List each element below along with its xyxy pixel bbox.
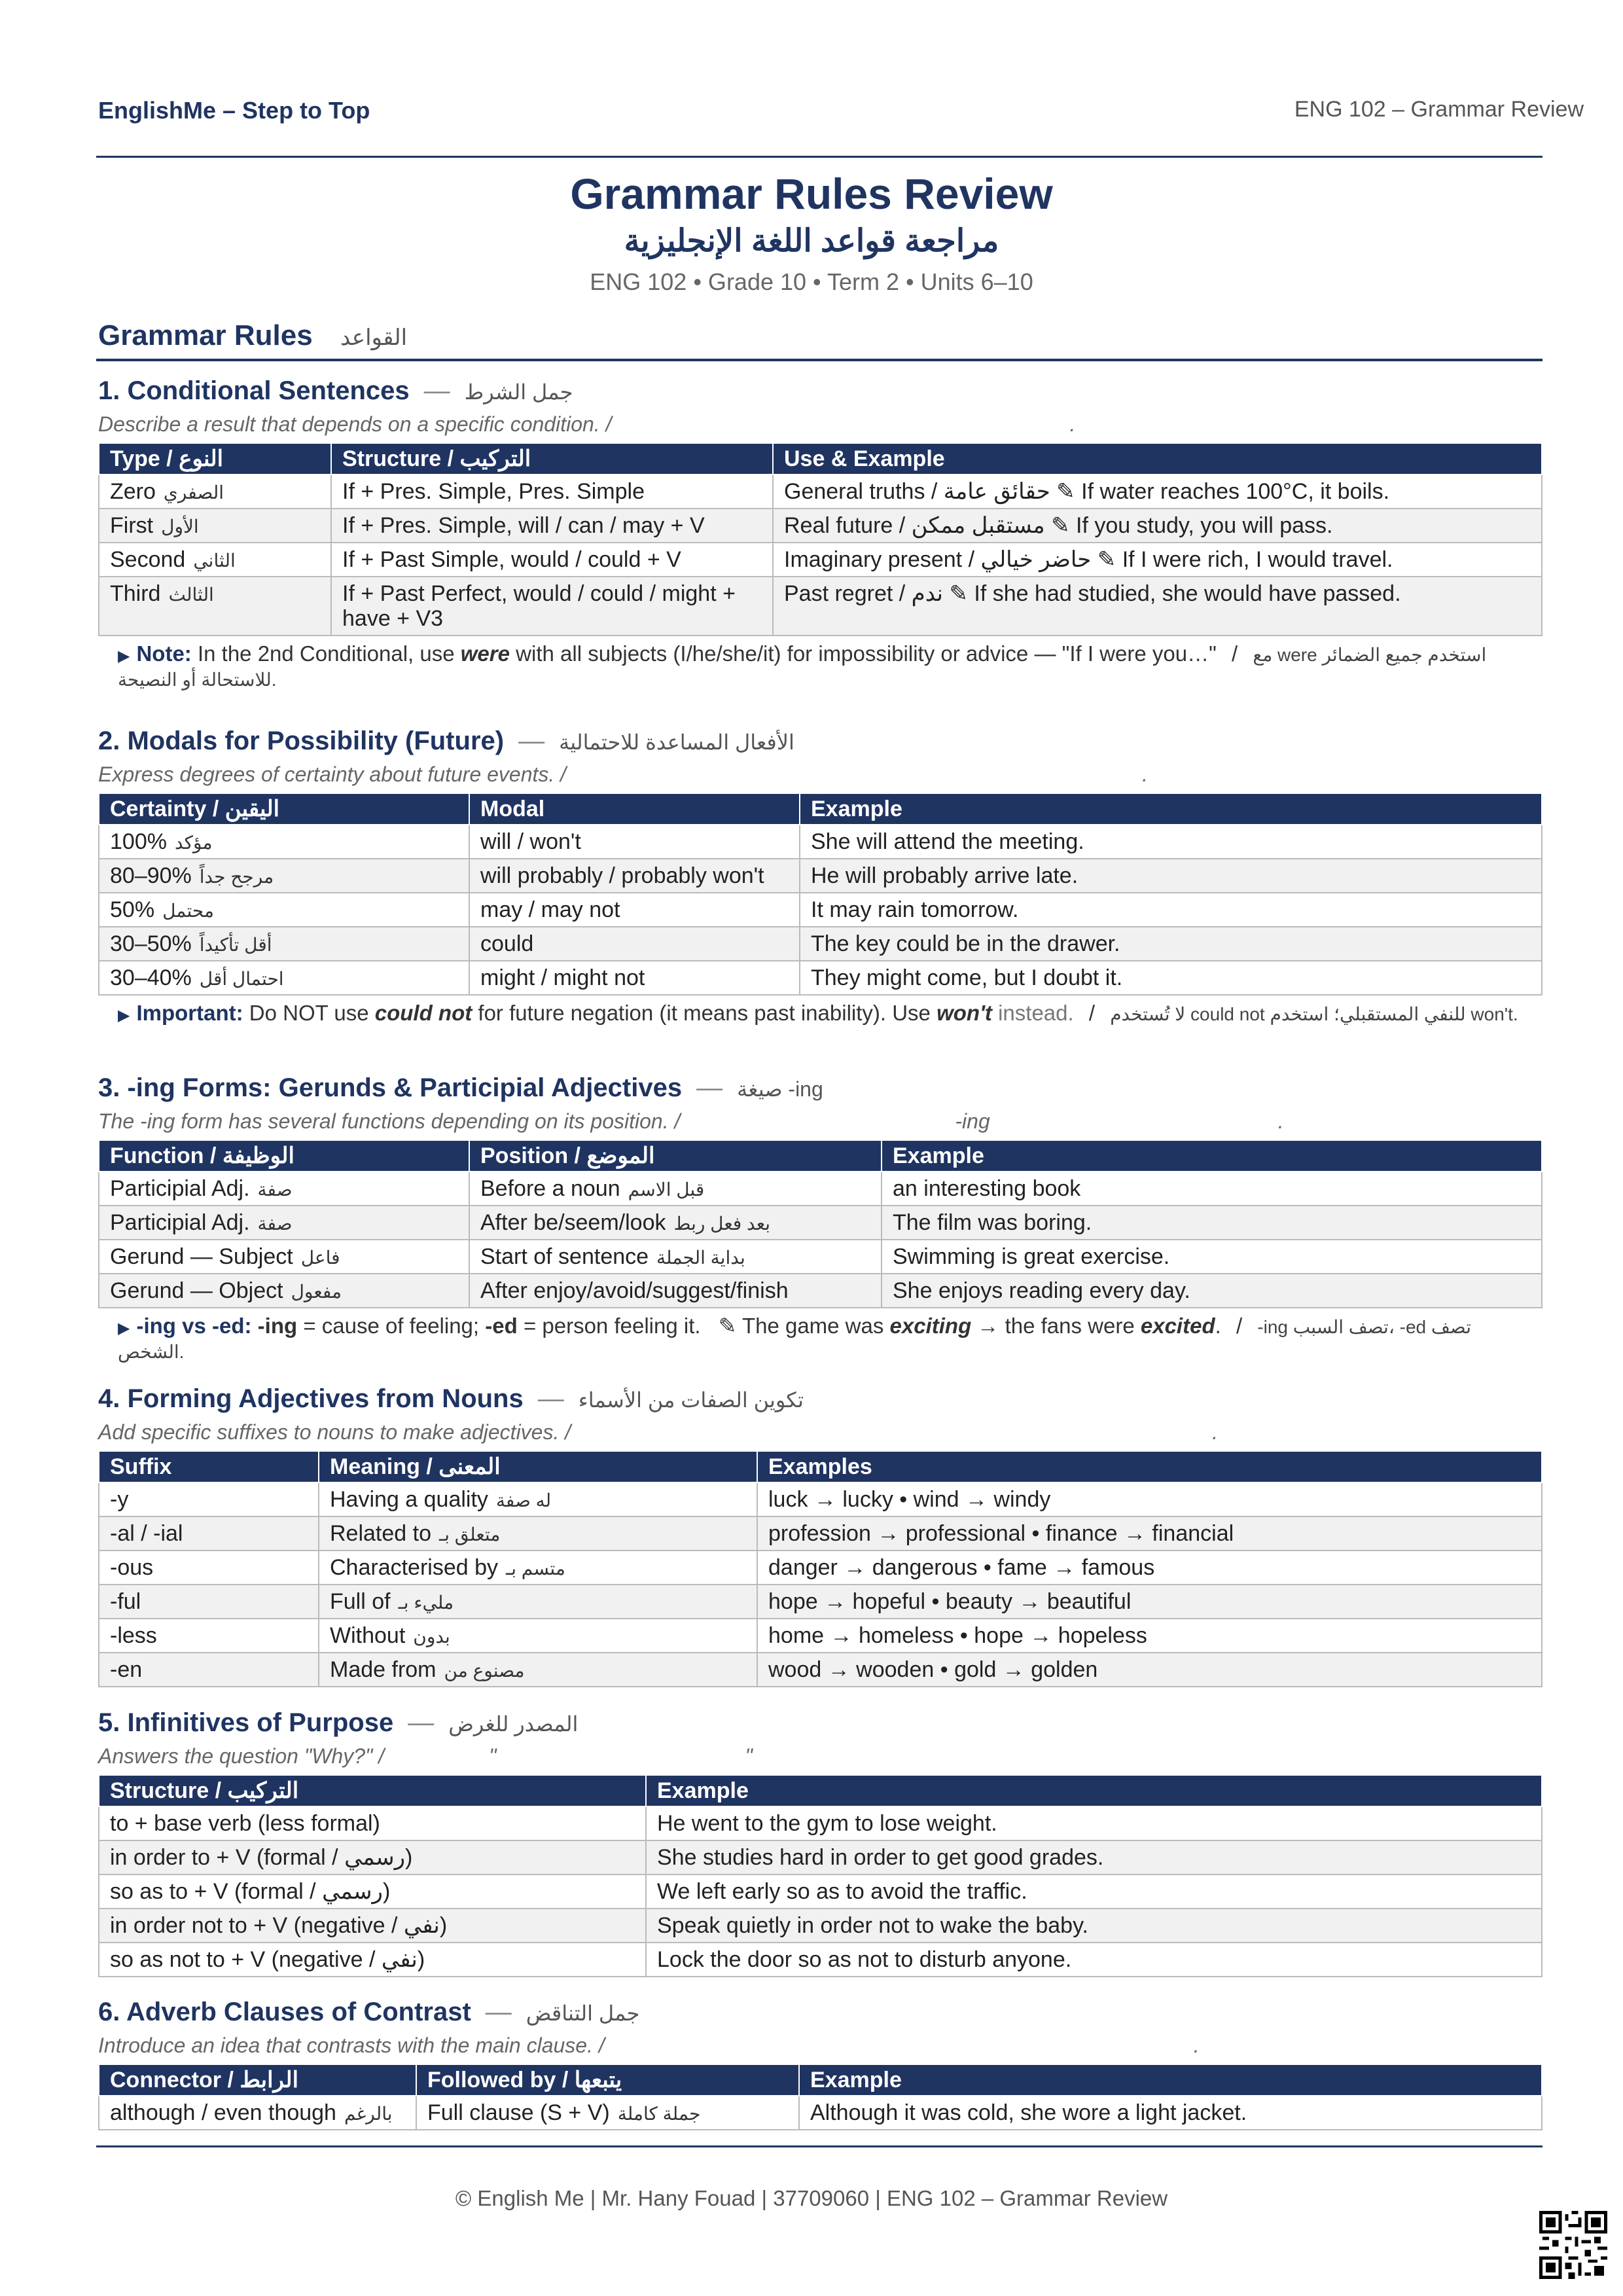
- position-ar: بعد فعل ربط: [673, 1213, 771, 1234]
- section-number: 3.: [98, 1073, 120, 1102]
- section-title: 1. Conditional Sentences — جمل الشرط: [98, 376, 573, 405]
- position-cell: [469, 1206, 882, 1240]
- section-title: 2. Modals for Possibility (Future) — الأفعال المساعدة للاحتمالية: [98, 726, 794, 755]
- meaning-text: Without: [330, 1623, 406, 1649]
- triangle-bullet-icon: ▶: [118, 1007, 130, 1025]
- col-header: Example: [882, 1140, 1542, 1172]
- footer-text: © English Me | Mr. Hany Fouad | 37709060 | ENG 102 – Grammar Review: [455, 2186, 1168, 2210]
- use-text: General truths / حقائق عامة: [784, 479, 1050, 504]
- type-name-ar: الصفري: [163, 482, 224, 503]
- section-number: 2.: [98, 726, 120, 755]
- certainty-value: 30–50%: [110, 931, 192, 957]
- section-title-ar: تكوين الصفات من الأسماء: [578, 1388, 804, 1412]
- table-row: [99, 1874, 1542, 1909]
- note-emphasis: excited: [1140, 1314, 1215, 1338]
- type-name: Third: [110, 581, 161, 607]
- structure-cell: in order to + V (formal / رسمي): [99, 1840, 646, 1874]
- col-header: Use & Example: [773, 443, 1542, 475]
- section-title-en: Infinitives of Purpose: [127, 1708, 394, 1737]
- note-label: Important:: [136, 1001, 243, 1026]
- col-header: Structure / التركيب: [99, 1775, 646, 1806]
- table-row: [99, 1206, 1542, 1240]
- position-text: Start of sentence: [480, 1244, 649, 1270]
- use-cell: [773, 475, 1542, 509]
- certainty-ar: مرجح جداً: [199, 867, 274, 888]
- section-infinitives: [98, 1708, 1541, 1977]
- note-emphasis: exciting: [889, 1314, 972, 1338]
- table-row: [99, 1240, 1542, 1274]
- table-row: [99, 1806, 1542, 1840]
- examples-cell: luck → lucky • wind → windy: [757, 1482, 1542, 1516]
- type-cell: [99, 509, 331, 543]
- header-divider: [96, 156, 1543, 158]
- modals-table: [98, 793, 1543, 996]
- type-cell: [99, 475, 331, 509]
- note-text: The game was: [741, 1314, 884, 1338]
- section-description: [98, 1420, 1541, 1446]
- section-description: [98, 1744, 1541, 1770]
- section-heading-en: Grammar Rules: [98, 319, 313, 351]
- table-row: [99, 1943, 1542, 1977]
- section-description: [98, 762, 1541, 789]
- table-row: [99, 1482, 1542, 1516]
- table-header-row: [99, 1775, 1542, 1806]
- note-text: → the fans were: [977, 1314, 1135, 1338]
- meaning-text: Characterised by: [330, 1555, 499, 1581]
- note-arabic: مع were استخدم جميع الضمائر للاستحالة أو النصيحة.: [118, 645, 1487, 691]
- modal-cell: will / won't: [469, 825, 800, 859]
- section-title-en: Adverb Clauses of Contrast: [126, 1998, 471, 2026]
- pencil-icon: ✎: [1051, 513, 1070, 539]
- ing-forms-table: [98, 1139, 1543, 1308]
- structure-cell: If + Pres. Simple, Pres. Simple: [331, 475, 773, 509]
- table-row: [99, 577, 1542, 636]
- example-text: If you study, you will pass.: [1076, 513, 1333, 539]
- description-end: .: [1277, 1109, 1284, 1133]
- col-header: Suffix: [99, 1451, 319, 1482]
- certainty-ar: احتمال أقل: [199, 969, 284, 990]
- table-header-row: [99, 443, 1542, 475]
- section-adjectives-from-nouns: [98, 1384, 1541, 1687]
- note-text: instead.: [998, 1001, 1074, 1026]
- type-name-ar: الثالث: [168, 584, 214, 605]
- certainty-ar: أقل تأكيداً: [199, 935, 272, 956]
- page-title: Grammar Rules Review: [570, 170, 1053, 218]
- modal-cell: may / may not: [469, 893, 800, 927]
- structure-cell: to + base verb (less formal): [99, 1806, 646, 1840]
- infinitives-table: [98, 1774, 1543, 1977]
- table-row: [99, 543, 1542, 577]
- examples-cell: danger → dangerous • fame → famous: [757, 1551, 1542, 1585]
- description-end: .: [1193, 2034, 1200, 2057]
- section-conditionals: [98, 376, 1541, 691]
- position-ar: بداية الجملة: [656, 1247, 745, 1268]
- modal-cell: could: [469, 927, 800, 961]
- meaning-ar: مصنوع من: [444, 1660, 525, 1681]
- section-title: 6. Adverb Clauses of Contrast — جمل التناقض: [98, 1998, 640, 2026]
- suffix-cell: -en: [99, 1653, 319, 1687]
- col-header: Type / النوع: [99, 443, 331, 475]
- suffix-cell: -y: [99, 1482, 319, 1516]
- followed-text: Full clause (S + V): [427, 2100, 610, 2125]
- description-text: The -ing form has several functions depending on its position. /: [98, 1109, 681, 1133]
- example-cell: Although it was cold, she wore a light jacket.: [799, 2096, 1542, 2130]
- section-title: 4. Forming Adjectives from Nouns — تكوين الصفات من الأسماء: [98, 1384, 804, 1413]
- function-text: Participial Adj.: [110, 1210, 250, 1236]
- description-end: .: [1069, 412, 1076, 436]
- section-title-ar: الأفعال المساعدة للاحتمالية: [559, 730, 794, 754]
- example-cell: Swimming is great exercise.: [882, 1240, 1542, 1274]
- type-cell: [99, 543, 331, 577]
- footer-divider: [96, 2145, 1543, 2147]
- description-quote: ": [745, 1744, 753, 1768]
- use-text: Past regret / ندم: [784, 581, 944, 607]
- example-cell: Lock the door so as not to disturb anyone.: [646, 1943, 1542, 1977]
- pencil-icon: ✎: [949, 581, 968, 607]
- section-number: 6.: [98, 1998, 120, 2026]
- certainty-ar: محتمل: [162, 901, 214, 922]
- section-description: [98, 2034, 1541, 2060]
- table-row: [99, 961, 1542, 995]
- section-modals: [98, 726, 1541, 1026]
- example-cell: It may rain tomorrow.: [800, 893, 1542, 927]
- brand-title: EnglishMe – Step to Top: [98, 97, 370, 124]
- section-description: [98, 1109, 1541, 1136]
- table-header-row: [99, 2064, 1542, 2096]
- function-ar: صفة: [257, 1213, 293, 1234]
- modal-cell: might / might not: [469, 961, 800, 995]
- table-row: [99, 825, 1542, 859]
- table-row: [99, 1653, 1542, 1687]
- note-text: for future negation (it means past inability). Use: [478, 1001, 931, 1026]
- use-text: Imaginary present / حاضر خيالي: [784, 547, 1092, 573]
- table-row: [99, 859, 1542, 893]
- table-row: [99, 1585, 1542, 1619]
- meaning-ar: مليء بـ: [398, 1592, 454, 1613]
- section-title: 5. Infinitives of Purpose — المصدر للغرض: [98, 1708, 579, 1737]
- modal-cell: will probably / probably won't: [469, 859, 800, 893]
- suffix-cell: -less: [99, 1619, 319, 1653]
- example-cell: She studies hard in order to get good grades.: [646, 1840, 1542, 1874]
- description-text: Express degrees of certainty about future events. /: [98, 762, 567, 786]
- meaning-cell: [319, 1619, 757, 1653]
- col-header: Example: [800, 793, 1542, 825]
- description-text: Answers the question "Why?" /: [98, 1744, 385, 1768]
- note-text: = cause of feeling;: [303, 1314, 480, 1338]
- qr-code-icon[interactable]: [1539, 2211, 1607, 2279]
- function-ar: صفة: [257, 1179, 293, 1200]
- description-text: Add specific suffixes to nouns to make adjectives. /: [98, 1420, 571, 1444]
- certainty-cell: [99, 893, 469, 927]
- followed-cell: [416, 2096, 799, 2130]
- example-cell: Speak quietly in order not to wake the baby.: [646, 1909, 1542, 1943]
- section-number: 4.: [98, 1384, 120, 1413]
- example-text: If water reaches 100°C, it boils.: [1081, 479, 1390, 504]
- triangle-bullet-icon: ▶: [118, 647, 130, 666]
- meaning-text: Having a quality: [330, 1487, 488, 1512]
- note-emphasis: were: [460, 641, 510, 666]
- pencil-icon: ✎: [1097, 547, 1116, 573]
- examples-cell: hope → hopeful • beauty → beautiful: [757, 1585, 1542, 1619]
- suffix-cell: -ful: [99, 1585, 319, 1619]
- note-separator: /: [1231, 641, 1238, 666]
- connector-cell: [99, 2096, 416, 2130]
- certainty-cell: [99, 961, 469, 995]
- note-bold: -ing: [257, 1314, 298, 1338]
- certainty-cell: [99, 859, 469, 893]
- section-number: 5.: [98, 1708, 120, 1737]
- position-cell: [469, 1274, 882, 1308]
- course-label: ENG 102 – Grammar Review: [1294, 97, 1584, 122]
- col-header: Example: [646, 1775, 1542, 1806]
- structure-cell: in order not to + V (negative / نفي): [99, 1909, 646, 1943]
- function-ar: مفعول: [291, 1282, 342, 1302]
- function-text: Participial Adj.: [110, 1176, 250, 1201]
- certainty-cell: [99, 825, 469, 859]
- certainty-cell: [99, 927, 469, 961]
- note-text: Do NOT use: [249, 1001, 369, 1026]
- col-header: Certainty / اليقين: [99, 793, 469, 825]
- conditionals-table: [98, 442, 1543, 636]
- meaning-cell: [319, 1482, 757, 1516]
- page-title-arabic: مراجعة قواعد اللغة الإنجليزية: [624, 224, 999, 259]
- section-title-ar: المصدر للغرض: [448, 1712, 579, 1736]
- triangle-bullet-icon: ▶: [118, 1319, 130, 1338]
- table-row: [99, 1274, 1542, 1308]
- function-ar: فاعل: [300, 1247, 340, 1268]
- suffix-table: [98, 1450, 1543, 1687]
- function-text: Gerund — Subject: [110, 1244, 293, 1270]
- meaning-text: Full of: [330, 1589, 391, 1615]
- suffix-cell: -ous: [99, 1551, 319, 1585]
- function-cell: [99, 1274, 469, 1308]
- col-header: Meaning / المعنى: [319, 1451, 757, 1482]
- note-text: = person feeling it.: [523, 1314, 701, 1338]
- use-text: Real future / مستقبل ممكن: [784, 513, 1045, 539]
- table-row: [99, 1516, 1542, 1551]
- section-heading: [98, 319, 407, 352]
- section-number: 1.: [98, 376, 120, 405]
- note-label: Note:: [136, 641, 192, 666]
- structure-cell: so as not to + V (negative / نفي): [99, 1943, 646, 1977]
- type-name: First: [110, 513, 154, 539]
- section-description: [98, 412, 1541, 439]
- structure-cell: If + Past Perfect, would / could / might + have + V3: [331, 577, 773, 636]
- note-emphasis: could not: [374, 1001, 473, 1026]
- pencil-icon: ✎: [718, 1314, 737, 1338]
- section-title-en: -ing Forms: Gerunds & Participial Adjectives: [127, 1073, 683, 1102]
- section-contrast-clauses: [98, 1998, 1541, 2130]
- type-name: Zero: [110, 479, 156, 504]
- meaning-ar: متسم بـ: [506, 1558, 565, 1579]
- important-box: [98, 1001, 1541, 1026]
- meaning-ar: له صفة: [495, 1490, 552, 1511]
- table-row: [99, 1551, 1542, 1585]
- example-cell: She enjoys reading every day.: [882, 1274, 1542, 1308]
- example-cell: The key could be in the drawer.: [800, 927, 1542, 961]
- example-cell: They might come, but I doubt it.: [800, 961, 1542, 995]
- col-header: Structure / التركيب: [331, 443, 773, 475]
- type-name: Second: [110, 547, 186, 573]
- meaning-ar: متعلق بـ: [439, 1524, 501, 1545]
- description-quote: ": [489, 1744, 497, 1768]
- description-end: .: [1142, 762, 1148, 786]
- description-text: Introduce an idea that contrasts with the main clause. /: [98, 2034, 605, 2057]
- suffix-cell: -al / -ial: [99, 1516, 319, 1551]
- meaning-text: Related to: [330, 1521, 431, 1547]
- col-header: Examples: [757, 1451, 1542, 1482]
- certainty-value: 100%: [110, 829, 167, 854]
- note-text: with all subjects (I/he/she/it) for impossibility or advice — "If I were you…": [516, 641, 1217, 666]
- section-title-ar: جمل الشرط: [464, 380, 573, 404]
- table-row: [99, 475, 1542, 509]
- section-title-ar: جمل التناقض: [526, 2001, 640, 2025]
- meaning-ar: بدون: [413, 1626, 450, 1647]
- note-emphasis: won't: [936, 1001, 992, 1026]
- example-cell: The film was boring.: [882, 1206, 1542, 1240]
- certainty-value: 30–40%: [110, 965, 192, 991]
- table-row: [99, 1619, 1542, 1653]
- col-header: Example: [799, 2064, 1542, 2096]
- note-box: [98, 641, 1541, 691]
- table-header-row: [99, 1451, 1542, 1482]
- connector-ar: بالرغم: [344, 2104, 393, 2124]
- table-row: [99, 893, 1542, 927]
- position-ar: قبل الاسم: [628, 1179, 705, 1200]
- table-row: [99, 1172, 1542, 1206]
- structure-cell: If + Past Simple, would / could + V: [331, 543, 773, 577]
- certainty-ar: مؤكد: [174, 833, 213, 853]
- examples-cell: home → homeless • hope → hopeless: [757, 1619, 1542, 1653]
- note-separator: /: [1088, 1001, 1096, 1026]
- section-divider: [96, 359, 1543, 361]
- type-cell: [99, 577, 331, 636]
- position-cell: [469, 1172, 882, 1206]
- note-label: -ing vs -ed:: [136, 1314, 252, 1338]
- section-ing-forms: [98, 1073, 1541, 1363]
- example-cell: He went to the gym to lose weight.: [646, 1806, 1542, 1840]
- type-name-ar: الأول: [161, 516, 199, 537]
- example-cell: We left early so as to avoid the traffic.: [646, 1874, 1542, 1909]
- section-title-en: Forming Adjectives from Nouns: [127, 1384, 524, 1413]
- note-text: In the 2nd Conditional, use: [197, 641, 455, 666]
- note-bold: -ed: [485, 1314, 518, 1338]
- function-text: Gerund — Object: [110, 1278, 283, 1304]
- table-header-row: [99, 1140, 1542, 1172]
- certainty-value: 80–90%: [110, 863, 192, 889]
- example-text: If she had studied, she would have passed.: [974, 581, 1401, 607]
- section-title: 3. -ing Forms: Gerunds & Participial Adjectives — صيغة -ing: [98, 1073, 823, 1102]
- table-row: [99, 927, 1542, 961]
- col-header: Function / الوظيفة: [99, 1140, 469, 1172]
- position-text: After be/seem/look: [480, 1210, 666, 1236]
- use-cell: [773, 509, 1542, 543]
- meaning-text: Made from: [330, 1657, 437, 1683]
- example-cell: She will attend the meeting.: [800, 825, 1542, 859]
- table-header-row: [99, 793, 1542, 825]
- ing-vs-ed-note: [98, 1314, 1541, 1363]
- section-title-en: Modals for Possibility (Future): [127, 726, 505, 755]
- col-header: Modal: [469, 793, 800, 825]
- meaning-cell: [319, 1516, 757, 1551]
- type-name-ar: الثاني: [193, 550, 236, 571]
- description-mid: -ing: [955, 1109, 990, 1133]
- examples-cell: wood → wooden • gold → golden: [757, 1653, 1542, 1687]
- section-title-en: Conditional Sentences: [127, 376, 410, 405]
- meaning-cell: [319, 1653, 757, 1687]
- example-cell: He will probably arrive late.: [800, 859, 1542, 893]
- col-header: Position / الموضع: [469, 1140, 882, 1172]
- followed-ar: جملة كاملة: [617, 2104, 701, 2124]
- table-row: [99, 509, 1542, 543]
- note-text: .: [1215, 1314, 1221, 1338]
- contrast-table: [98, 2064, 1543, 2130]
- table-row: [99, 2096, 1542, 2130]
- note-separator: /: [1236, 1314, 1243, 1338]
- pencil-icon: ✎: [1056, 479, 1075, 504]
- position-cell: [469, 1240, 882, 1274]
- col-header: Connector / الرابط: [99, 2064, 416, 2096]
- use-cell: [773, 543, 1542, 577]
- section-heading-ar: القواعد: [340, 325, 408, 350]
- structure-cell: so as to + V (formal / رسمي): [99, 1874, 646, 1909]
- function-cell: [99, 1206, 469, 1240]
- table-row: [99, 1909, 1542, 1943]
- function-cell: [99, 1240, 469, 1274]
- example-text: If I were rich, I would travel.: [1122, 547, 1393, 573]
- examples-cell: profession → professional • finance → financial: [757, 1516, 1542, 1551]
- structure-cell: If + Pres. Simple, will / can / may + V: [331, 509, 773, 543]
- example-cell: an interesting book: [882, 1172, 1542, 1206]
- col-header: Followed by / يتبعها: [416, 2064, 799, 2096]
- description-text: Describe a result that depends on a specific condition. /: [98, 412, 612, 436]
- certainty-value: 50%: [110, 897, 155, 923]
- function-cell: [99, 1172, 469, 1206]
- meaning-cell: [319, 1551, 757, 1585]
- table-row: [99, 1840, 1542, 1874]
- note-arabic: لا تُستخدم could not للنفي المستقبلي؛ استخدم won't.: [1110, 1004, 1518, 1025]
- note-arabic: -ing تصف السبب، -ed تصف الشخص.: [118, 1317, 1471, 1363]
- use-cell: [773, 577, 1542, 636]
- position-text: Before a noun: [480, 1176, 620, 1201]
- position-text: After enjoy/avoid/suggest/finish: [480, 1278, 789, 1304]
- section-title-ar: صيغة -ing: [737, 1077, 823, 1101]
- course-meta: ENG 102 • Grade 10 • Term 2 • Units 6–10: [590, 268, 1033, 295]
- description-end: .: [1212, 1420, 1219, 1444]
- connector-text: although / even though: [110, 2100, 336, 2125]
- meaning-cell: [319, 1585, 757, 1619]
